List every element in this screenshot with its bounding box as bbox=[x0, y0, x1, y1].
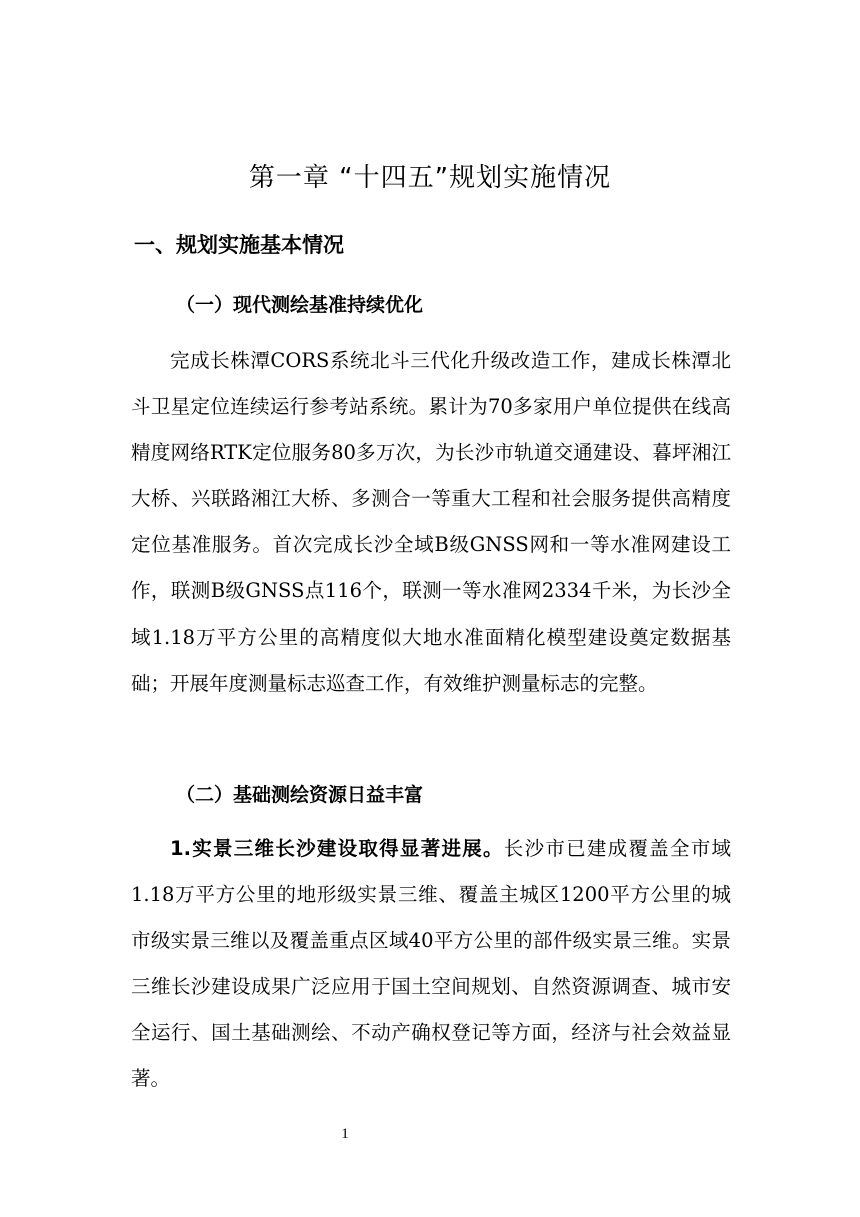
page-number: 1 bbox=[341, 1126, 349, 1142]
body-paragraph-1: 完成长株潭CORS系统北斗三代化升级改造工作，建成长株潭北斗卫星定位连续运行参考站系统。累计为70多家用户单位提供在线高精度网络RTK定位服务80多万次，为长沙市轨道交通建设、暮坪湘江大桥、兴联路湘江大桥、多测合一等重大工程和社会服务提供高精度定位基准服务。首次完成长沙全域B级GNSS网和一等水准网建设工作，联测B级GNSS点116个，联测一等水准网2334千米，为长沙全域1.18万平方公里的高精度似大地水准面精化模型建设奠定数据基础；开展年度测量标志巡查工作，有效维护测量标志的完整。 bbox=[131, 349, 731, 695]
paragraph-body-text: 长沙市已建成覆盖全市域1.18万平方公里的地形级实景三维、覆盖主城区1200平方公里的城市级实景三维以及覆盖重点区域40平方公里的部件级实景三维。实景三维长沙建设成果广泛应用于国土空间规划、自然资源调查、城市安全运行、国土基础测绘、不动产确权登记等方面，经济与社会效益显著。 bbox=[131, 837, 731, 1091]
subsection-heading-2: （二）基础测绘资源日益丰富 bbox=[176, 784, 424, 806]
subsection-heading-1: （一）现代测绘基准持续优化 bbox=[176, 294, 424, 316]
section-heading: 一、规划实施基本情况 bbox=[134, 233, 344, 257]
body-paragraph-2 bbox=[131, 826, 731, 1103]
paragraph-lead-heading: 1.实景三维长沙建设取得显著进展。 bbox=[170, 837, 504, 860]
chapter-title: 第一章 “十四五”规划实施情况 bbox=[248, 163, 612, 193]
